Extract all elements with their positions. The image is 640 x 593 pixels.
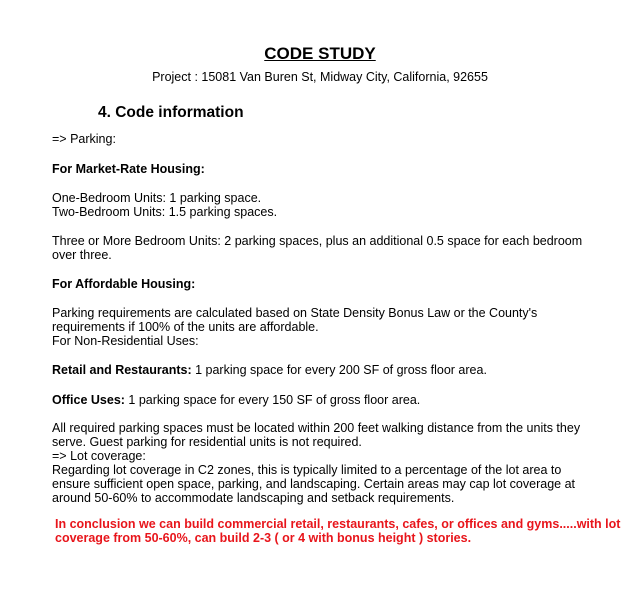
affordable-heading: For Affordable Housing:	[52, 277, 196, 291]
lot-coverage-line1: Regarding lot coverage in C2 zones, this is typically limited to a percentage of the lot area to	[52, 463, 562, 477]
one-bedroom-text: One-Bedroom Units: 1 parking space.	[52, 191, 262, 205]
section-heading: 4. Code information	[98, 104, 244, 121]
two-bedroom-text: Two-Bedroom Units: 1.5 parking spaces.	[52, 205, 278, 219]
office-text: 1 parking space for every 150 SF of gross floor area.	[124, 393, 421, 407]
retail-text: 1 parking space for every 200 SF of gross floor area.	[191, 363, 487, 377]
office-label: Office Uses:	[52, 393, 125, 407]
retail-label: Retail and Restaurants:	[52, 363, 192, 377]
retail-rule	[52, 363, 487, 377]
market-rate-heading: For Market-Rate Housing:	[52, 162, 205, 176]
office-rule	[52, 393, 420, 407]
three-plus-bedroom-line2: over three.	[52, 248, 112, 262]
conclusion-line1: In conclusion we can build commercial retail, restaurants, cafes, or offices and gyms.....with lot	[55, 517, 621, 531]
non-residential-heading: For Non-Residential Uses:	[52, 334, 199, 348]
lot-coverage-marker: => Lot coverage:	[52, 449, 146, 463]
conclusion-line2: coverage from 50-60%, can build 2-3 ( or 4 with bonus height ) stories.	[55, 531, 472, 545]
lot-coverage-line2: ensure sufficient open space, parking, and landscaping. Certain areas may cap lot coverage at	[52, 477, 576, 491]
document-title: CODE STUDY	[264, 44, 376, 63]
affordable-line2: requirements if 100% of the units are affordable.	[52, 320, 319, 334]
three-plus-bedroom-line1: Three or More Bedroom Units: 2 parking spaces, plus an additional 0.5 space for each bedroom	[52, 234, 583, 248]
distance-line1: All required parking spaces must be located within 200 feet walking distance from the units they	[52, 421, 581, 435]
lot-coverage-line3: around 50-60% to accommodate landscaping and setback requirements.	[52, 491, 455, 505]
project-address: Project : 15081 Van Buren St, Midway City, California, 92655	[152, 70, 488, 84]
affordable-line1: Parking requirements are calculated based on State Density Bonus Law or the County's	[52, 306, 538, 320]
distance-line2: serve. Guest parking for residential units is not required.	[52, 435, 362, 449]
parking-marker: => Parking:	[52, 132, 116, 146]
